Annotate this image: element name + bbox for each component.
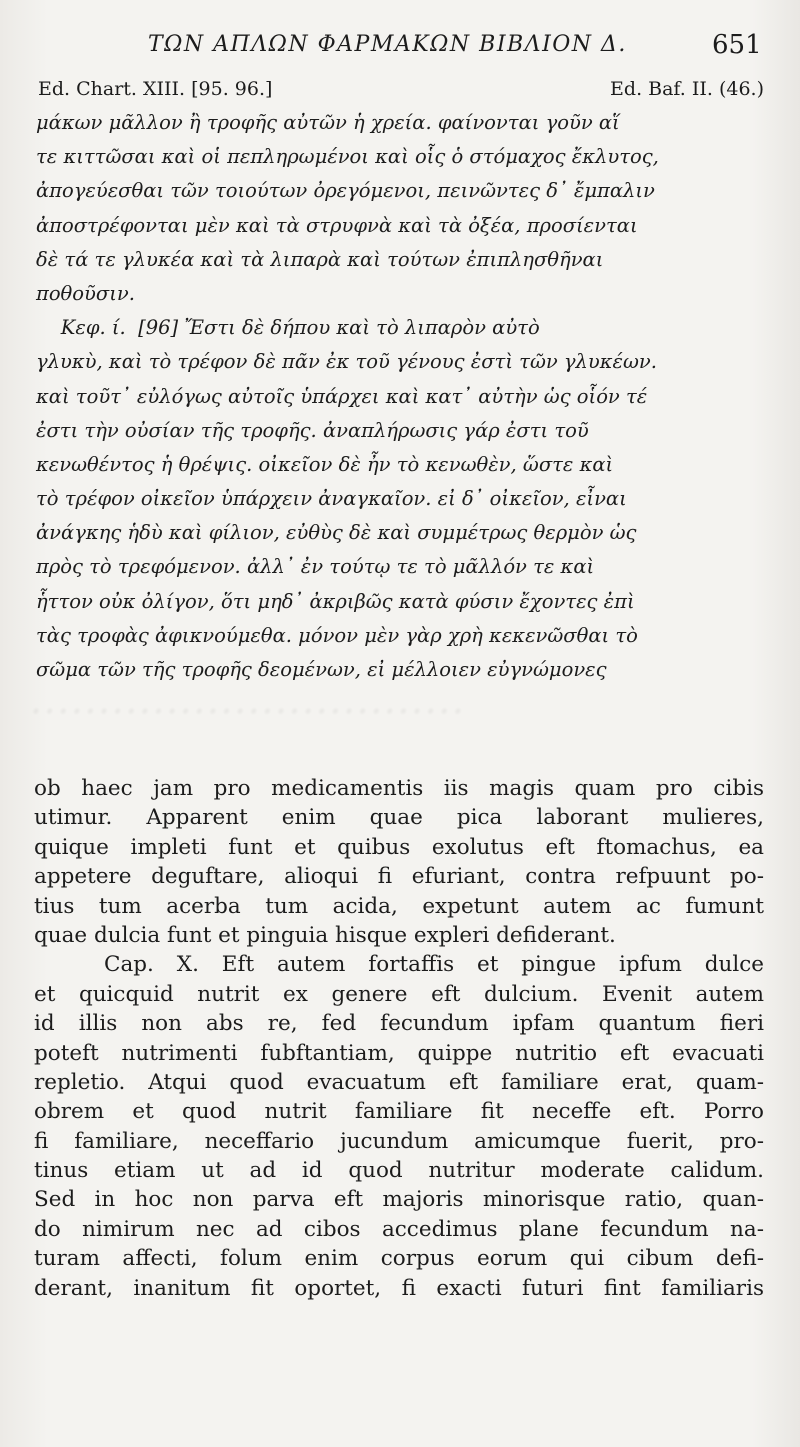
latin-line: derant, inanitum fit oportet, fi exacti futuri fint familiaris xyxy=(34,1275,764,1301)
latin-line: ob haec jam pro medicamentis iis magis quam pro cibis xyxy=(34,776,764,801)
latin-line: tinus etiam ut ad id quod nutritur moderate calidum. xyxy=(34,1158,764,1184)
greek-line: σῶμα τῶν τῆς τροφῆς δεομένων, εἰ μέλλοιεν εὐγνώμονες xyxy=(36,658,607,681)
show-through-texture: ﾟ ﾟ ﾟ ﾟ ﾟ ﾟ ﾟ ﾟ ﾟ ﾟ ﾟ ﾟ ﾟ ﾟ ﾟ ﾟ ﾟ ﾟ ﾟ ﾟ ﾟ ﾟ ﾟ ﾟ ﾟ ﾟ ﾟ ﾟ ﾟ ﾟ ﾟ ﾟ xyxy=(30,708,461,724)
greek-line: ποθοῦσιν. xyxy=(36,281,135,305)
latin-line: et quicquid nutrit ex genere eft dulcium. Evenit autem xyxy=(34,981,764,1007)
greek-line: δὲ τά τε γλυκέα καὶ τὰ λιπαρὰ καὶ τούτων ἐπιπλησθῆναι xyxy=(36,247,604,271)
greek-text-block xyxy=(36,106,766,687)
greek-line: γλυκὺ, καὶ τὸ τρέφον δὲ πᾶν ἐκ τοῦ γένους ἐστὶ τῶν γλυκέων. xyxy=(36,350,657,374)
greek-line: τὸ τρέφον οἰκεῖον ὑπάρχειν ἀναγκαῖον. εἰ δ᾽ οἰκεῖον, εἶναι xyxy=(36,487,627,511)
greek-line: ἀνάγκης ἡδὺ καὶ φίλιον, εὐθὺς δὲ καὶ συμμέτρως θερμὸν ὡς xyxy=(36,521,637,545)
greek-line: πρὸς τὸ τρεφόμενον. ἀλλ᾽ ἐν τούτῳ τε τὸ μᾶλλόν τε καὶ xyxy=(36,555,595,579)
latin-line: utimur. Apparent enim quae pica laborant mulieres, xyxy=(34,805,764,831)
greek-line: καὶ τοῦτ᾽ εὐλόγως αὐτοῖς ὑπάρχει καὶ κατ᾽ αὐτὴν ὡς οἷόν τέ xyxy=(36,384,648,408)
greek-chapter-heading-line: Κεφ. ί. [96] Ἔστι δὲ δήπου καὶ τὸ λιπαρὸν αὐτὸ xyxy=(36,316,540,340)
greek-line: μάκων μᾶλλον ἢ τροφῆς αὐτῶν ἡ χρεία. φαίνονται γοῦν αἵ xyxy=(36,111,620,134)
edition-reference-basel: Ed. Baf. II. (46.) xyxy=(610,78,764,100)
latin-line: repletio. Atqui quod evacuatum eft familiare erat, quam- xyxy=(34,1069,764,1095)
latin-line: appetere deguftare, alioqui fi efuriant, contra refpuunt po- xyxy=(34,864,764,890)
greek-line: ἧττον οὐκ ὀλίγον, ὅτι μηδ᾽ ἀκριβῶς κατὰ φύσιν ἔχοντες ἐπὶ xyxy=(36,589,635,613)
greek-line: ἀπογεύεσθαι τῶν τοιούτων ὀρεγόμενοι, πεινῶντες δ᾽ ἔμπαλιν xyxy=(36,179,655,203)
latin-chapter-heading-line: Cap. X. Eft autem fortaffis et pingue ipfum dulce xyxy=(104,952,764,978)
greek-line: ἐστι τὴν οὐσίαν τῆς τροφῆς. ἀναπλήρωσις γάρ ἐστι τοῦ xyxy=(36,418,589,442)
page-number: 651 xyxy=(712,30,762,60)
latin-line: obrem et quod nutrit familiare fit neceffe eft. Porro xyxy=(34,1099,764,1125)
edition-reference-chart: Ed. Chart. XIII. [95. 96.] xyxy=(38,78,273,100)
latin-line: poteft nutrimenti fubftantiam, quippe nutritio eft evacuati xyxy=(34,1040,764,1066)
edition-reference-line xyxy=(38,78,764,106)
latin-line: quique impleti funt et quibus exolutus eft ftomachus, ea xyxy=(34,834,764,860)
latin-line: fi familiare, neceffario jucundum amicumque fuerit, pro- xyxy=(34,1128,764,1154)
latin-text-block xyxy=(34,774,764,1303)
greek-line: ἀποστρέφονται μὲν καὶ τὰ στρυφνὰ καὶ τὰ ὀξέα, προσίενται xyxy=(36,213,638,237)
latin-line: tius tum acerba tum acida, expetunt autem ac fumunt xyxy=(34,893,764,919)
page-header xyxy=(0,28,800,68)
latin-line: do nimirum nec ad cibos accedimus plane fecundum na- xyxy=(34,1216,764,1242)
latin-line: Sed in hoc non parva eft majoris minorisque ratio, quan- xyxy=(34,1187,764,1213)
greek-line: τὰς τροφὰς ἀφικνούμεθα. μόνον μὲν γὰρ χρὴ κεκενῶσθαι τὸ xyxy=(36,623,638,647)
latin-line: quae dulcia funt et pinguia hisque expleri defiderant. xyxy=(34,922,616,948)
latin-line: id illis non abs re, fed fecundum ipfam quantum fieri xyxy=(34,1011,764,1037)
latin-line: turam affecti, folum enim corpus eorum qui cibum defi- xyxy=(34,1246,764,1272)
greek-line: τε κιττῶσαι καὶ οἱ πεπληρωμένοι καὶ οἷς ὁ στόμαχος ἔκλυτος, xyxy=(36,145,659,169)
running-title: ΤΩΝ ΑΠΛΩΝ ΦΑΡΜΑΚΩΝ ΒΙΒΛΙΟΝ Δ. xyxy=(148,32,627,57)
greek-line: κενωθέντος ἡ θρέψις. οἰκεῖον δὲ ἦν τὸ κενωθὲν, ὥστε καὶ xyxy=(36,452,614,476)
